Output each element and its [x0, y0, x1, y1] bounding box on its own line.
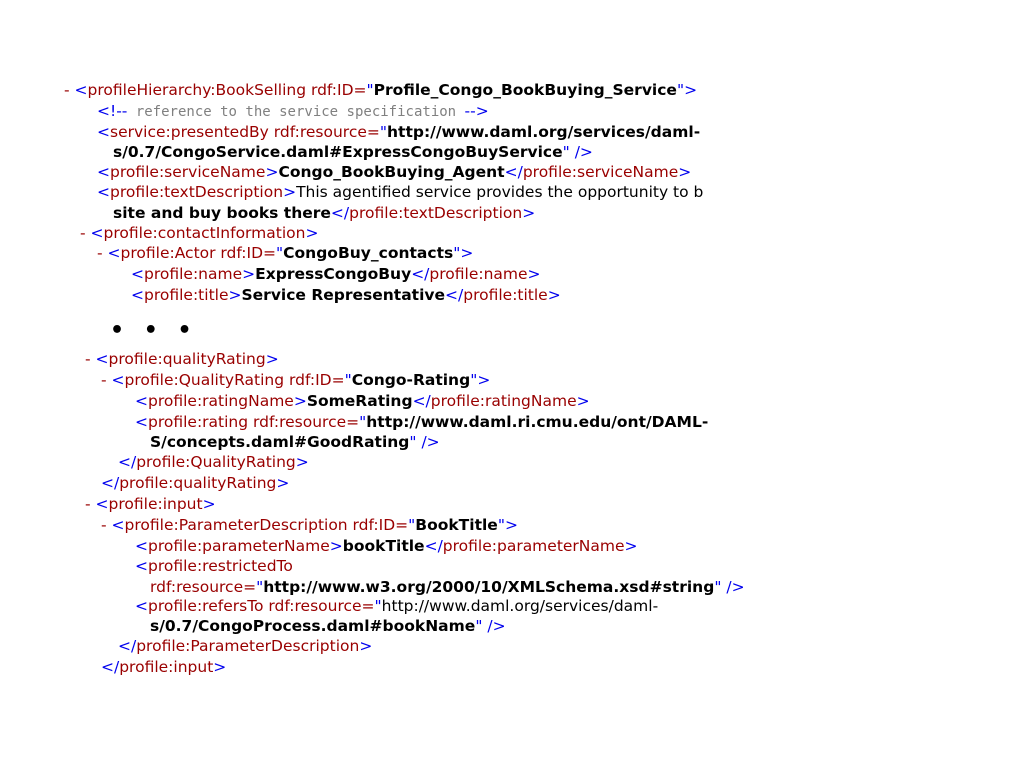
- tag-name: profile:serviceName: [110, 163, 266, 181]
- attribute-value: s/0.7/CongoService.daml#ExpressCongoBuyService: [113, 143, 563, 161]
- element-text: bookTitle: [342, 537, 425, 555]
- tag-name: profile:serviceName: [522, 163, 679, 181]
- element-text: ExpressCongoBuy: [255, 265, 412, 283]
- tag-name: profile:textDescription: [349, 204, 523, 222]
- element-text: This agentified service provides the opportunity to b: [296, 183, 704, 201]
- xml-line-service-name: [97, 162, 691, 182]
- tag-bracket: >: [293, 392, 307, 410]
- tag-name: profile:restrictedTo: [148, 557, 293, 575]
- xml-line-actor: [97, 243, 473, 263]
- attribute-value: http://www.w3.org/2000/10/XMLSchema.xsd#string: [263, 578, 715, 596]
- tag-name: profile:Actor rdf:ID=: [120, 244, 276, 262]
- xml-line-input-end: [101, 657, 226, 677]
- xml-line-rating: [135, 412, 708, 432]
- quote: ": [276, 244, 284, 262]
- xml-line-name: [131, 264, 541, 284]
- tag-name: profile:parameterName: [148, 537, 330, 555]
- tag-bracket: </: [118, 637, 137, 655]
- tag-bracket: >: [527, 265, 541, 283]
- xml-line-restricted-to-resource: [150, 577, 745, 597]
- xml-line-presented-by: [97, 122, 700, 142]
- tag-bracket: />: [569, 143, 593, 161]
- tag-bracket: </: [101, 658, 120, 676]
- xml-line-input: [85, 494, 216, 514]
- tag-bracket: <: [135, 413, 148, 431]
- tag-bracket: >: [202, 495, 216, 513]
- tag-bracket: <: [135, 537, 148, 555]
- attribute-value: Congo-Rating: [351, 371, 471, 389]
- xml-line-parameter-description-end: [118, 636, 372, 656]
- quote: ": [409, 433, 417, 451]
- tag-bracket: />: [721, 578, 745, 596]
- tag-bracket: </: [101, 474, 120, 492]
- tag-name: profile:ratingName: [430, 392, 577, 410]
- element-text: Congo_BookBuying_Agent: [278, 163, 505, 181]
- tag-bracket: <: [111, 371, 125, 389]
- tag-bracket: <: [135, 557, 148, 575]
- tag-bracket: <: [131, 286, 144, 304]
- tag-bracket: <: [74, 81, 88, 99]
- comment-close: -->: [464, 102, 489, 120]
- tag-bracket: </: [445, 286, 464, 304]
- tag-name: service:presentedBy rdf:resource=: [110, 123, 380, 141]
- xml-line-contact-information: [80, 223, 318, 243]
- xml-line-parameter-description: [101, 515, 518, 535]
- xml-line-quality-rating: [85, 349, 279, 369]
- element-text: SomeRating: [306, 392, 413, 410]
- tag-bracket: <: [97, 163, 110, 181]
- tag-bracket: </: [118, 453, 137, 471]
- tag-bracket: </: [424, 537, 443, 555]
- attribute-value: S/concepts.daml#GoodRating: [150, 433, 410, 451]
- attribute-value: http://www.daml.ri.cmu.edu/ont/DAML-: [366, 413, 709, 431]
- quote: ": [714, 578, 722, 596]
- tag-bracket: >: [359, 637, 373, 655]
- element-text: site and buy books there: [113, 204, 331, 222]
- collapse-toggle[interactable]: -: [85, 495, 91, 513]
- tag-name: profile:ParameterDescription: [136, 637, 360, 655]
- xml-line-rating-cont: [150, 432, 440, 452]
- tag-bracket: >: [624, 537, 638, 555]
- tag-bracket: >: [684, 81, 698, 99]
- ellipsis: • • •: [110, 318, 198, 343]
- tag-bracket: >: [504, 516, 518, 534]
- tag-bracket: >: [329, 537, 343, 555]
- quote: ": [359, 413, 367, 431]
- attribute-name: rdf:resource=: [150, 578, 257, 596]
- quote: ": [676, 81, 685, 99]
- tag-name: profile:name: [429, 265, 528, 283]
- collapse-toggle[interactable]: -: [101, 516, 107, 534]
- attribute-value: http://www.daml.org/services/daml-: [387, 123, 701, 141]
- tag-bracket: </: [411, 265, 430, 283]
- attribute-value: Profile_Congo_BookBuying_Service: [373, 81, 677, 99]
- tag-name: profile:title: [144, 286, 229, 304]
- xml-line-quality-rating-end: [118, 452, 309, 472]
- xml-line-text-description: [97, 182, 703, 202]
- tag-name: profile:name: [144, 265, 243, 283]
- quote: ": [562, 143, 570, 161]
- collapse-toggle[interactable]: -: [101, 371, 107, 389]
- tag-bracket: >: [460, 244, 474, 262]
- quote: ": [256, 578, 264, 596]
- tag-bracket: <: [131, 265, 144, 283]
- attribute-value: s/0.7/CongoProcess.daml#bookName: [150, 617, 476, 635]
- tag-bracket: </: [504, 163, 523, 181]
- collapse-toggle[interactable]: -: [64, 81, 70, 99]
- tag-bracket: >: [242, 265, 256, 283]
- tag-bracket: >: [228, 286, 242, 304]
- xml-line-restricted-to: [135, 556, 293, 576]
- tag-bracket: <: [111, 516, 125, 534]
- xml-line-quality-rating-outer-end: [101, 473, 289, 493]
- tag-bracket: >: [576, 392, 590, 410]
- tag-bracket: />: [482, 617, 506, 635]
- xml-line-rating-name: [135, 391, 590, 411]
- tag-name: profile:QualityRating rdf:ID=: [124, 371, 345, 389]
- tag-bracket: >: [547, 286, 561, 304]
- tag-bracket: </: [330, 204, 350, 222]
- tag-name: profile:qualityRating: [108, 350, 266, 368]
- tag-bracket: <: [135, 597, 148, 615]
- tag-name: profile:refersTo rdf:resource=: [148, 597, 375, 615]
- xml-line-refers-to-cont: [150, 616, 506, 636]
- xml-line-text-description-cont: [113, 203, 535, 223]
- quote: ": [470, 371, 478, 389]
- tag-bracket: >: [276, 474, 290, 492]
- quote: ": [344, 371, 352, 389]
- xml-line-refers-to: [135, 596, 658, 616]
- tag-name: profile:title: [463, 286, 548, 304]
- tag-bracket: >: [678, 163, 692, 181]
- tag-name: profile:ParameterDescription rdf:ID=: [124, 516, 409, 534]
- tag-bracket: >: [213, 658, 227, 676]
- collapse-toggle[interactable]: -: [97, 244, 103, 262]
- tag-bracket: />: [416, 433, 440, 451]
- tag-name: profile:ratingName: [148, 392, 294, 410]
- tag-bracket: <: [97, 183, 110, 201]
- tag-bracket: >: [305, 224, 319, 242]
- xml-line-quality-rating-id: [101, 370, 490, 390]
- xml-line-parameter-name: [135, 536, 638, 556]
- tag-name: profile:contactInformation: [103, 224, 306, 242]
- quote: ": [379, 123, 388, 141]
- quote: ": [408, 516, 416, 534]
- quote: ": [366, 81, 374, 99]
- tag-name: profile:rating rdf:resource=: [148, 413, 360, 431]
- tag-bracket: >: [522, 204, 536, 222]
- tag-bracket: <: [90, 224, 104, 242]
- clip-region: [0, 0, 782, 230]
- tag-name: profile:qualityRating: [119, 474, 277, 492]
- quote: ": [475, 617, 483, 635]
- quote: ": [453, 244, 461, 262]
- collapse-toggle[interactable]: -: [85, 350, 91, 368]
- tag-bracket: >: [265, 350, 279, 368]
- tag-name: profile:textDescription: [110, 183, 284, 201]
- collapse-toggle[interactable]: -: [80, 224, 86, 242]
- element-text: Service Representative: [241, 286, 446, 304]
- tag-name: profile:QualityRating: [136, 453, 296, 471]
- tag-bracket: >: [477, 371, 491, 389]
- attribute-value: CongoBuy_contacts: [283, 244, 454, 262]
- xml-line-presented-by-cont: [113, 142, 593, 162]
- comment-text: reference to the service specification: [127, 104, 465, 120]
- tag-name: profileHierarchy:BookSelling rdf:ID=: [87, 81, 367, 99]
- tag-bracket: >: [283, 183, 297, 201]
- tag-bracket: <: [135, 392, 148, 410]
- tag-name: profile:parameterName: [442, 537, 625, 555]
- tag-bracket: <: [95, 495, 109, 513]
- tag-bracket: >: [295, 453, 309, 471]
- tag-bracket: <: [95, 350, 109, 368]
- quote: ": [374, 597, 382, 615]
- tag-name: profile:input: [108, 495, 203, 513]
- tag-name: profile:input: [119, 658, 214, 676]
- tag-bracket: <: [107, 244, 121, 262]
- comment-open: <!--: [97, 102, 128, 120]
- attribute-value: BookTitle: [415, 516, 498, 534]
- tag-bracket: </: [412, 392, 431, 410]
- tag-bracket: >: [265, 163, 279, 181]
- xml-line-title: [131, 285, 561, 305]
- attribute-value: http://www.daml.org/services/daml-: [381, 597, 659, 615]
- tag-bracket: <: [97, 123, 110, 141]
- quote: ": [497, 516, 505, 534]
